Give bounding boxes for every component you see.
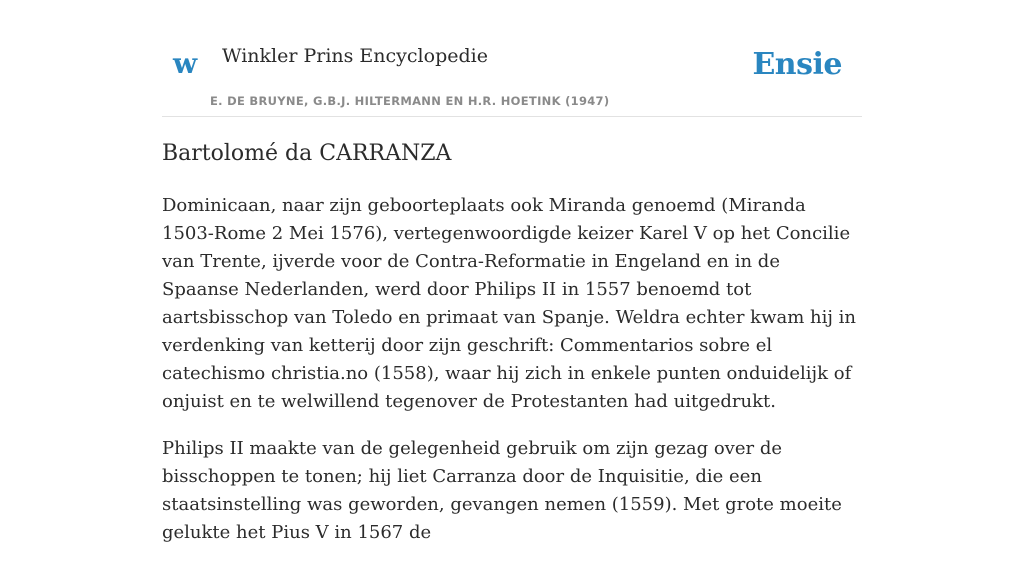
source-authors: E. DE BRUYNE, G.B.J. HILTERMANN EN H.R. HOETINK (1947): [210, 94, 610, 108]
page: [162, 0, 862, 543]
article-paragraph-2: Philips II maakte van de gelegenheid gebruik om zijn gezag over de bisschoppen te tonen; hij liet Carranza door de Inquisitie, die een staatsinstelling was geworden, gevangen nemen (1559). Met grote moeite gelukte het Pius V in 1567 de: [162, 438, 842, 543]
source-header: [162, 0, 862, 117]
article-paragraph-1: Dominicaan, naar zijn geboorteplaats ook Miranda genoemd (Miranda 1503-Rome 2 Mei 1576), vertegenwoordigde keizer Karel V op het Concilie van Trente, ijverde voor de Contra-Reformatie in Engeland en in de Spaanse Nederlanden, werd door Philips II in 1557 benoemd tot aartsbisschop van Toledo en primaat van Spanje. Weldra echter kwam hij in verdenking van ketterij door zijn geschrift: Commentarios sobre el catechismo christia.no (1558), waar hij zich in enkele punten onduidelijk of onjuist en te welwillend tegenover de Protestanten had uitgedrukt.: [162, 195, 857, 412]
article-body: [162, 192, 862, 566]
source-title[interactable]: Winkler Prins Encyclopedie: [222, 45, 488, 67]
article-title: Bartolomé da CARRANZA: [162, 141, 452, 166]
ensie-brand-logo[interactable]: Ensie: [752, 47, 842, 82]
winkler-prins-logo-icon[interactable]: w: [173, 47, 198, 80]
